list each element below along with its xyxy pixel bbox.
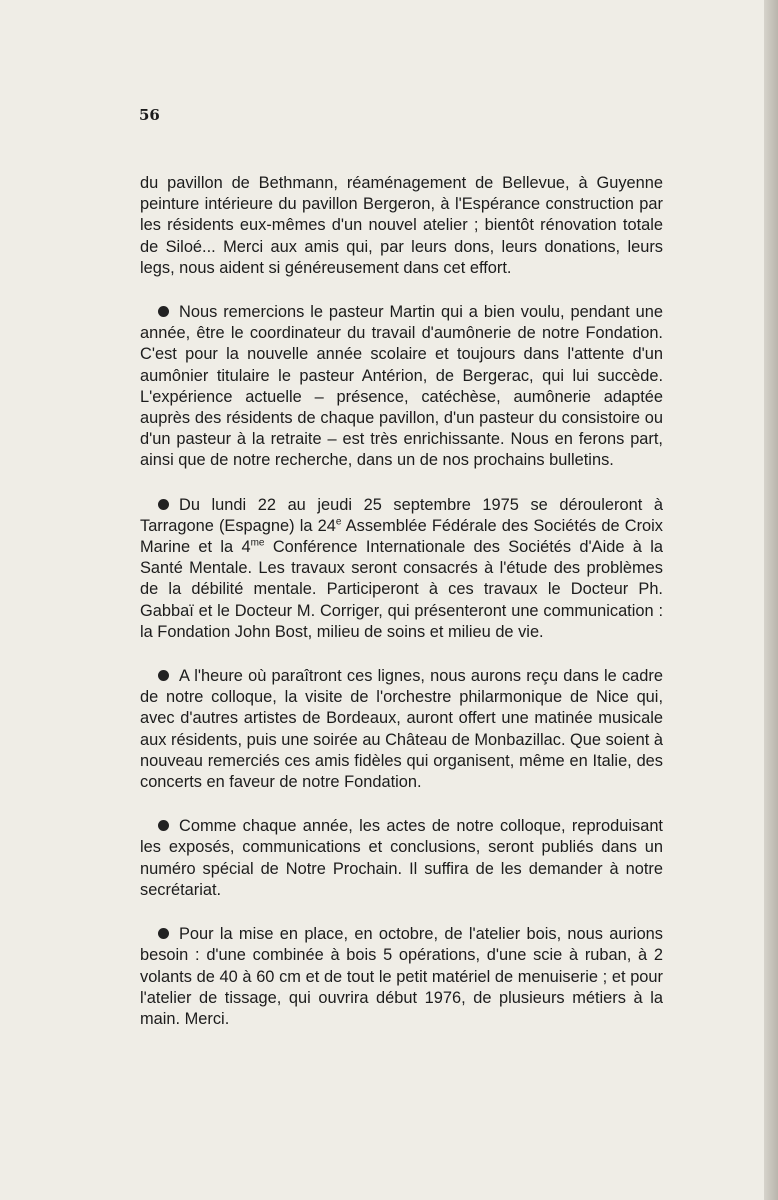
paragraph-text: Nous remercions le pasteur Martin qui a bien voulu, pendant une année, être le coordinateur du travail d'aumônerie de notre Fondation. C'est pour la nouvelle année scolaire et toujours dans l'attente d'un aumônier titulaire le pasteur Antérion, de Bergerac, qui lui succède. L'expérience actuelle – présence, catéchèse, aumônerie adaptée auprès des résidents de chaque pavillon, d'un pasteur du consistoire ou d'un pasteur à la retraite – est très enrichissante. Nous en ferons part, ainsi que de notre recherche, dans un de nos prochains bulletins. [140, 303, 663, 470]
paragraph-text-start: Du lundi 22 au jeudi 25 septembre 1975 se dérouleront à Tarragone (Espagne) la 24 [140, 495, 663, 535]
paragraph-text-end: Conférence Internationale des Sociétés d'Aide à la Santé Mentale. Les travaux seront consacrés à l'étude des problèmes de la débilité mentale. Participeront à ces travaux le Docteur Ph. Gabbaï et le Docteur M. Corriger, qui présenteront une communication : la Fondation John Bost, milieu de soins et milieu de vie. [140, 538, 663, 641]
paragraph-text: du pavillon de Bethmann, réaménagement de Bellevue, à Guyenne peinture intérieure du pavillon Bergeron, à l'Espérance construction par les résidents eux-mêmes d'un nouvel atelier ; bientôt rénovation totale de Siloé... Merci aux amis qui, par leurs dons, leurs donations, leurs legs, nous aident si généreusement dans cet effort. [140, 174, 663, 277]
paragraph-chaplaincy [140, 302, 663, 472]
paragraph-assembly [140, 495, 663, 643]
paragraph-workshop-needs [140, 924, 663, 1030]
bullet-icon [158, 928, 169, 939]
ordinal-suffix: me [250, 537, 265, 549]
page-number: 56 [139, 106, 160, 124]
ordinal-suffix: e [335, 516, 342, 528]
paragraph-colloquium-acts [140, 816, 663, 901]
paragraph-text-middle: Assemblée Fédérale des Sociétés de Croix Marine et la 4 [140, 516, 663, 557]
paragraph-text: Comme chaque année, les actes de notre colloque, reproduisant les exposés, communications et conclusions, seront publiés dans un numéro spécial de Notre Prochain. Il suffira de les demander à notre secrétariat. [140, 817, 663, 899]
paragraph-text: A l'heure où paraîtront ces lignes, nous aurons reçu dans le cadre de notre colloque, la visite de l'orchestre philarmonique de Nice qui, avec d'autres artistes de Bordeaux, auront offert une matinée musicale aux résidents, puis une soirée au Château de Monbazillac. Que soient à nouveau remerciés ces amis fidèles qui organisent, même en Italie, des concerts en faveur de notre Fondation. [140, 667, 664, 792]
page-body [140, 173, 663, 1053]
bullet-icon [158, 670, 169, 681]
bullet-icon [158, 306, 169, 317]
page-edge [764, 0, 778, 1200]
paragraph-orchestra [140, 666, 663, 793]
paragraph-text: Pour la mise en place, en octobre, de l'atelier bois, nous aurions besoin : d'une combinée à bois 5 opérations, d'une scie à ruban, à 2 volants de 40 à 60 cm et de tout le petit matériel de menuiserie ; et pour l'atelier de tissage, qui ouvrira début 1976, de plusieurs métiers à la main. Merci. [140, 925, 663, 1028]
paragraph-continuation [140, 173, 663, 279]
bullet-icon [158, 499, 169, 510]
bullet-icon [158, 820, 169, 831]
